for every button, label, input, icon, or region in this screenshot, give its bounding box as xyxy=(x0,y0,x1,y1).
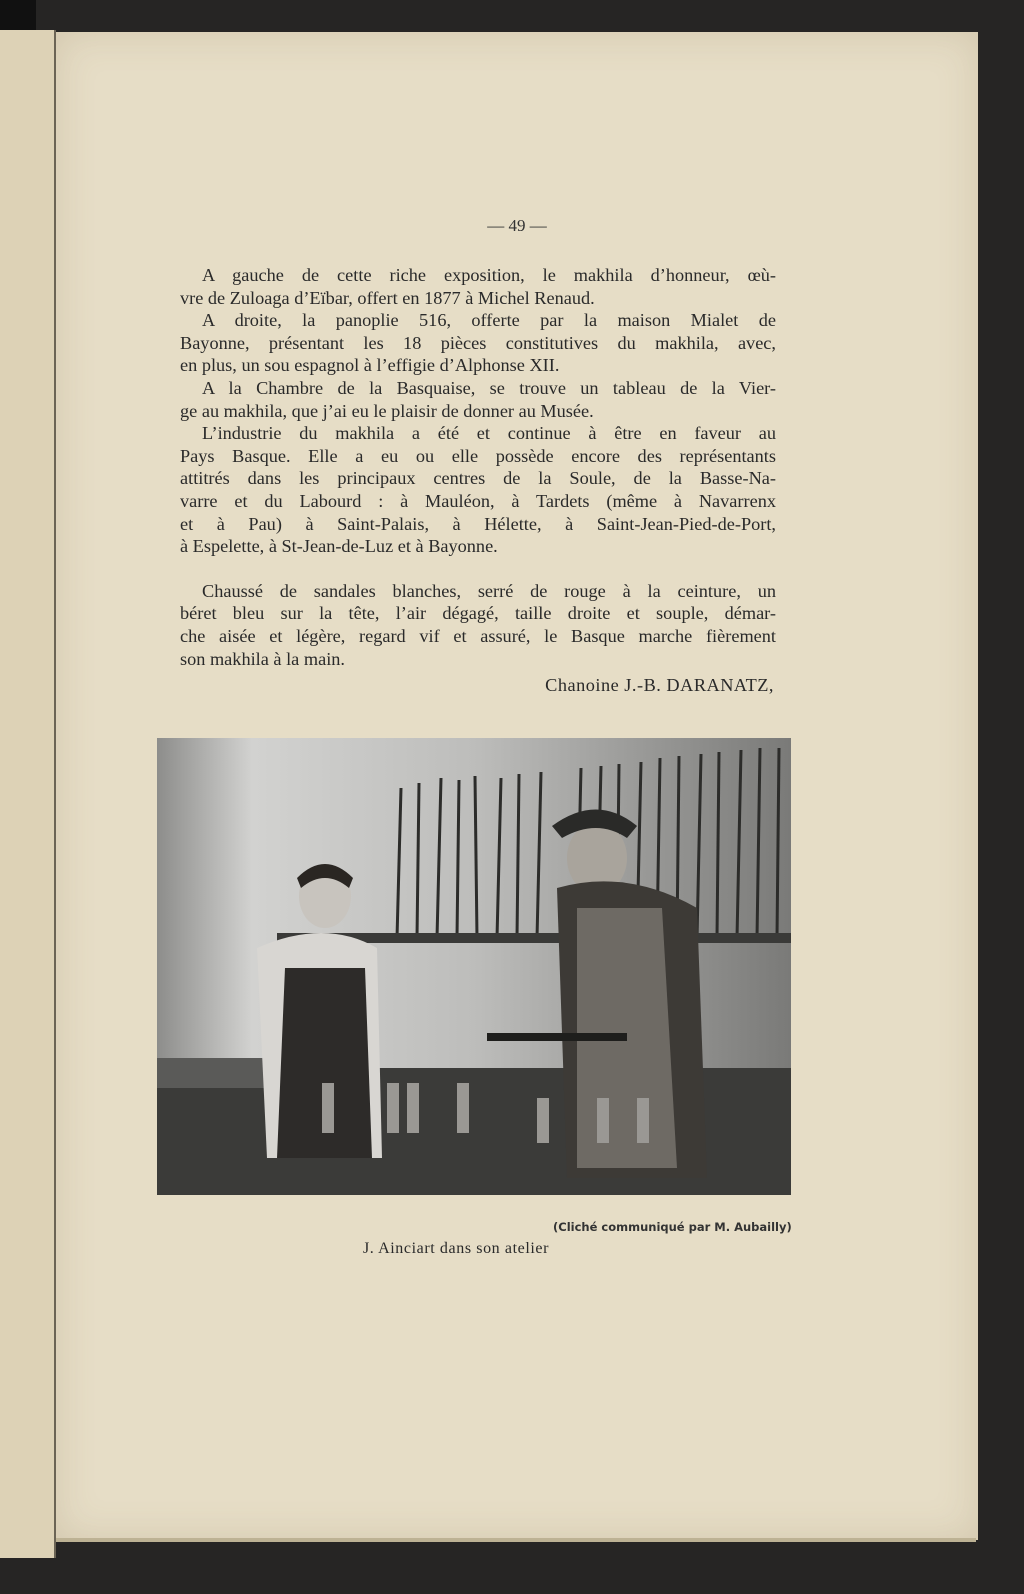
text-line: Chaussé de sandales blanches, serré de rouge à la ceinture, un xyxy=(202,580,776,601)
page-bottom-edge xyxy=(56,1538,976,1542)
text-line: vre de Zuloaga d’Eïbar, offert en 1877 à Michel Renaud. xyxy=(180,287,595,308)
text-line: L’industrie du makhila a été et continue à être en faveur au xyxy=(202,423,776,444)
page-number: — 49 — xyxy=(487,216,547,235)
document-page xyxy=(56,32,978,1540)
text-line: attitrés dans les principaux centres de la Soule, de la Basse-Na- xyxy=(180,468,776,489)
photo-caption: J. Ainciart dans son atelier xyxy=(362,1240,550,1257)
signature: Chanoine J.-B. DARANATZ, xyxy=(545,675,774,696)
text-line: son makhila à la main. xyxy=(180,648,345,669)
photo-illustration xyxy=(157,738,791,1195)
text-line: varre et du Labourd : à Mauléon, à Tardets (même à Navarrenx xyxy=(180,490,776,511)
text-line: en plus, un sou espagnol à l’effigie d’Alphonse XII. xyxy=(180,355,560,376)
workshop-photo xyxy=(157,738,791,1195)
photo-credit: (Cliché communiqué par M. Aubailly) xyxy=(553,1220,792,1234)
left-page-edge xyxy=(0,30,56,1558)
text-line: et à Pau) à Saint-Palais, à Hélette, à Saint-Jean-Pied-de-Port, xyxy=(180,513,776,534)
text-line: Bayonne, présentant les 18 pièces constitutives du makhila, avec, xyxy=(180,332,776,353)
text-line: A droite, la panoplie 516, offerte par la maison Mialet de xyxy=(202,310,776,331)
text-line: che aisée et légère, regard vif et assuré, le Basque marche fièrement xyxy=(180,625,776,646)
text-line: béret bleu sur la tête, l’air dégagé, taille droite et souple, démar- xyxy=(180,603,776,624)
text-line: ge au makhila, que j’ai eu le plaisir de donner au Musée. xyxy=(180,400,594,421)
body-text xyxy=(180,264,776,697)
text-line: A gauche de cette riche exposition, le makhila d’honneur, œù- xyxy=(202,265,776,285)
text-line: Pays Basque. Elle a eu ou elle possède encore des représentants xyxy=(180,445,776,466)
text-line: à Espelette, à St-Jean-de-Luz et à Bayonne. xyxy=(180,536,498,557)
book-spine xyxy=(0,0,36,30)
text-line: A la Chambre de la Basquaise, se trouve un tableau de la Vier- xyxy=(202,377,776,398)
